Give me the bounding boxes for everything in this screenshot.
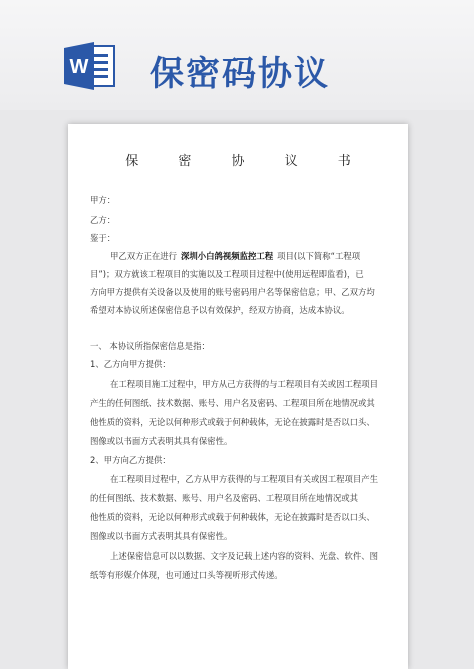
page-title: 保密码协议 [150,54,330,94]
party-a-label: 甲方： [90,195,116,205]
subsection-1-line: 产生的任何图纸、技术数据、账号、用户名及密码、工程项目所在地情况或其 [90,398,375,408]
subsection-2-line: 的任何图纸、技术数据、账号、用户名及密码、工程项目所在地情况或其 [90,493,358,503]
subsection-1-title: 1、乙方向甲方提供： [90,359,171,369]
document-title: 保 密 协 议 书 [125,154,369,169]
closing-line-1: 上述保密信息可以以数据、文字及记载上述内容的资料、光盘、软件、图 [110,551,378,561]
project-name: 深圳小白鸽视频监控工程 [181,251,274,261]
subsection-2-title: 2、甲方向乙方提供： [90,455,171,465]
closing-line-2: 纸等有形媒介体现，也可通过口头等视听形式传递。 [90,570,283,580]
intro-line-4: 希望对本协议所述保密信息予以有效保护，经双方协商，达成本协议。 [90,305,350,315]
subsection-2-line: 在工程项目过程中，乙方从甲方获得的与工程项目有关或因工程项目产生 [110,474,378,484]
intro-line-2: 目”)；双方就该工程项目的实施以及工程项目过程中(使用远程即监看)，已 [90,269,364,279]
intro-suffix: 项目(以下简称“工程项 [277,251,361,261]
section-1-heading: 一、 本协议所指保密信息是指： [90,341,210,351]
document-page [68,124,408,669]
subsection-1-line: 在工程项目施工过程中，甲方从己方获得的与工程项目有关或因工程项目 [110,379,378,389]
intro-line-1 [110,250,360,262]
word-document-icon [64,42,116,90]
intro-line-3: 方向甲方提供有关设备以及使用的账号密码用户名等保密信息；甲、乙双方均 [90,287,375,297]
header-banner [0,0,474,110]
subsection-1-line: 图像或以书面方式表明其具有保密性。 [90,436,233,446]
subsection-2-line: 图像或以书面方式表明其具有保密性。 [90,531,233,541]
intro-prefix: 甲乙双方正在进行 [110,251,177,261]
subsection-2-line: 他性质的资料，无论以何种形式或载于何种载体，无论在披露时是否以口头、 [90,512,375,522]
whereas-label: 鉴于： [90,233,116,243]
party-b-label: 乙方： [90,215,116,225]
subsection-1-line: 他性质的资料，无论以何种形式或载于何种载体，无论在披露时是否以口头、 [90,417,375,427]
word-logo-letter: W [69,56,89,78]
